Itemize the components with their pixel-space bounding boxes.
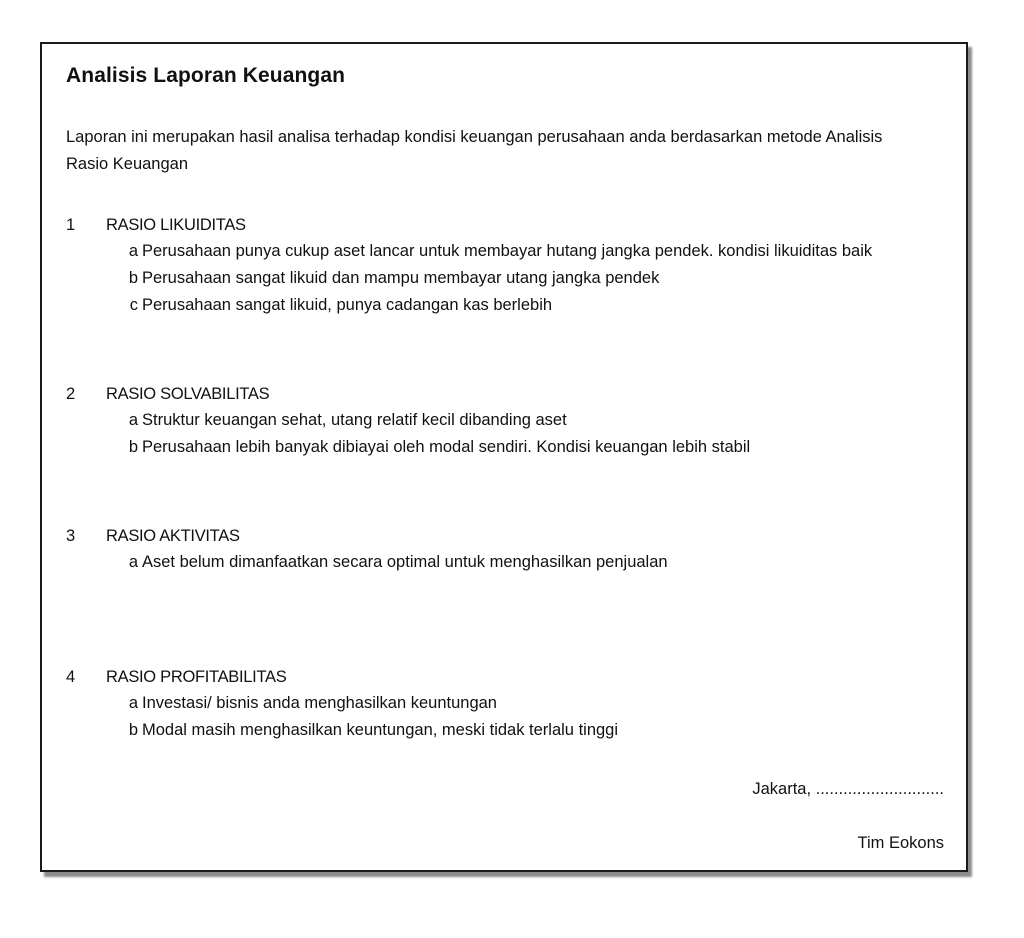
item-letter: b xyxy=(128,721,138,739)
section-header xyxy=(66,212,946,238)
place-date: Jakarta, ............................ xyxy=(752,780,944,798)
section-items xyxy=(66,238,946,319)
section-items xyxy=(66,549,946,576)
item-text: Struktur keuangan sehat, utang relatif kecil dibanding aset xyxy=(142,411,567,429)
list-item xyxy=(66,292,946,319)
section-title: RASIO LIKUIDITAS xyxy=(106,216,246,234)
section-header xyxy=(66,664,946,690)
report-title: Analisis Laporan Keuangan xyxy=(66,64,346,87)
item-text: Aset belum dimanfaatkan secara optimal untuk menghasilkan penjualan xyxy=(142,553,668,571)
item-text: Modal masih menghasilkan keuntungan, meski tidak terlalu tinggi xyxy=(142,721,619,739)
section-items xyxy=(66,690,946,744)
section-title: RASIO PROFITABILITAS xyxy=(106,668,287,686)
signatory: Tim Eokons xyxy=(857,834,944,852)
item-text: Perusahaan lebih banyak dibiayai oleh modal sendiri. Kondisi keuangan lebih stabil xyxy=(142,438,751,456)
item-letter: a xyxy=(128,553,138,571)
section-aktivitas xyxy=(66,523,946,576)
report-frame xyxy=(40,42,968,872)
item-letter: b xyxy=(128,438,138,456)
item-text: Perusahaan sangat likuid dan mampu membayar utang jangka pendek xyxy=(142,269,660,287)
item-letter: a xyxy=(128,411,138,429)
section-number: 4 xyxy=(66,668,76,686)
list-item xyxy=(66,407,946,434)
item-letter: a xyxy=(128,694,138,712)
list-item xyxy=(66,238,946,265)
section-number: 1 xyxy=(66,216,76,234)
section-header xyxy=(66,523,946,549)
item-text: Perusahaan punya cukup aset lancar untuk membayar hutang jangka pendek. kondisi likuiditas baik xyxy=(142,242,873,260)
list-item xyxy=(66,434,946,461)
item-letter: a xyxy=(128,242,138,260)
section-number: 2 xyxy=(66,385,76,403)
section-header xyxy=(66,381,946,407)
item-text: Investasi/ bisnis anda menghasilkan keuntungan xyxy=(142,694,497,712)
section-solvabilitas xyxy=(66,381,946,461)
report-intro: Laporan ini merupakan hasil analisa terhadap kondisi keuangan perusahaan anda berdasarkan metode Analisis Rasio Keuangan xyxy=(66,128,883,173)
list-item xyxy=(66,549,946,576)
section-title: RASIO AKTIVITAS xyxy=(106,527,240,545)
list-item xyxy=(66,717,946,744)
item-letter: c xyxy=(129,296,138,314)
list-item xyxy=(66,265,946,292)
section-profitabilitas xyxy=(66,664,946,744)
item-text: Perusahaan sangat likuid, punya cadangan kas berlebih xyxy=(142,296,553,314)
section-number: 3 xyxy=(66,527,76,545)
section-items xyxy=(66,407,946,461)
section-likuiditas xyxy=(66,212,946,319)
section-title: RASIO SOLVABILITAS xyxy=(106,385,270,403)
item-letter: b xyxy=(128,269,138,287)
list-item xyxy=(66,690,946,717)
